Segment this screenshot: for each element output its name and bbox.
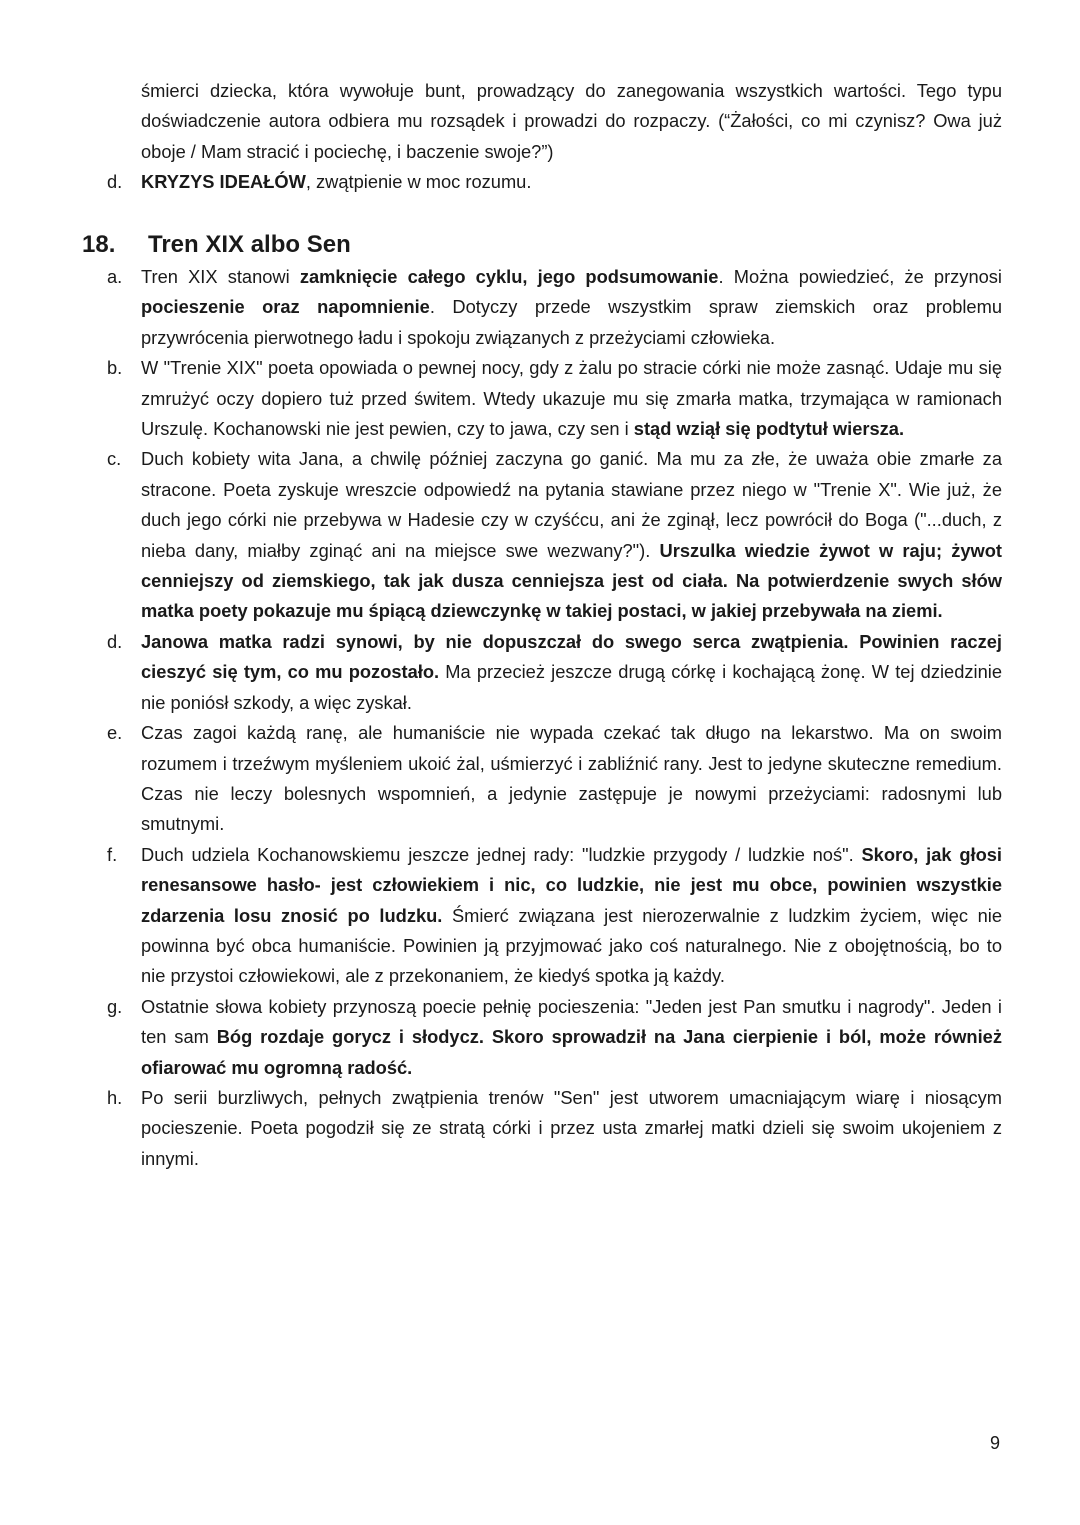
paragraph-text [141, 840, 1002, 992]
paragraph-text [141, 444, 1002, 626]
section-number: 18. [82, 231, 116, 258]
paragraph-text [141, 992, 1002, 1083]
paragraph-text [141, 1083, 1002, 1174]
bold-phrase: Janowa matka radzi synowi, by nie dopuszczał do swego serca zwątpienia. Powinien raczej cieszyć się tym, co mu pozostało. [141, 630, 1002, 683]
list-marker: h. [107, 1086, 123, 1108]
bold-phrase: KRYZYS IDEAŁÓW [141, 171, 306, 193]
list-item [0, 992, 1080, 1083]
plain-phrase: Ostatnie słowa kobiety przynoszą poecie pełnię pocieszenia: "Jeden jest Pan smutku i nagrody". Jeden i ten sam [141, 995, 1002, 1048]
plain-phrase: . Można powiedzieć, że przynosi [718, 266, 1002, 287]
plain-phrase: Po serii burzliwych, pełnych zwątpienia trenów "Sen" jest utworem umacniającym wiarę i niosącym pocieszenie. Poeta pogodził się ze stratą córki i przez usta zmarłej matki dzieli się swoim ukojeniem z innymi. [141, 1086, 1002, 1169]
list-marker: a. [107, 266, 123, 287]
plain-phrase: Duch kobiety wita Jana, a chwilę później zaczyna go ganić. Ma mu za złe, że uważa obie zmarłe za stracone. Poeta zyskuje wreszcie odpowiedź na pytania stawiane przez niego w "Trenie X". Wie już, że duch jego córki nie przebywa w Hadesie czy w czyśćcu, ani że zginął, lecz powrócił do Boga ("...duch, z nieba dany, miałby zginąć ani na miejsce swe wezwany?"). [141, 448, 1002, 561]
plain-phrase: Czas zagoi każdą ranę, ale humaniście nie wypada czekać tak długo na lekarstwo. Ma on swoim rozumem i trzeźwym myśleniem ukoić żal, uśmierzyć i zabliźnić rany. Jest to jedyne skuteczne remedium. Czas nie leczy bolesnych wspomnień, a jedynie zastępuje je nowymi przeżyciami: radosnymi lub smutnymi. [141, 722, 1002, 835]
list-marker: g. [107, 995, 123, 1017]
paragraph-text: śmierci dziecka, która wywołuje bunt, prowadzący do zanegowania wszystkich wartości. Tego typu doświadczenie autora odbiera mu rozsądek i prowadzi do rozpaczy. (“Żałości, co mi czynisz? Owa już oboje / Mam stracić i pociechę, i baczenie swoje?”) [141, 80, 1002, 162]
list-marker: d. [107, 171, 123, 193]
list-marker: c. [107, 448, 122, 470]
list-item [0, 718, 1080, 840]
bold-phrase: stąd wziął się podtytuł wiersza. [633, 418, 905, 440]
plain-phrase: Tren XIX stanowi [141, 266, 300, 287]
bold-phrase: pocieszenie oraz napomnienie [141, 296, 430, 318]
list-marker: b. [107, 357, 123, 379]
list-marker: f. [107, 843, 118, 865]
list-marker: d. [107, 630, 123, 652]
plain-phrase: Duch udziela Kochanowskiemu jeszcze jednej rady: "ludzkie przygody / ludzkie noś". [141, 843, 862, 865]
list-item [0, 1083, 1080, 1174]
list-marker: e. [107, 722, 123, 744]
plain-phrase: . Dotyczy przede wszystkim spraw ziemskich oraz problemu przywrócenia pierwotnego ładu i spokoju związanych z przeżyciami człowieka. [141, 296, 1002, 348]
paragraph-text [141, 262, 1002, 353]
paragraph-text [141, 353, 1002, 444]
plain-phrase: , zwątpienie w moc rozumu. [305, 171, 532, 193]
section-item-list [0, 262, 1080, 1174]
list-item-c-continued [0, 76, 1080, 167]
paragraph-text [141, 627, 1002, 718]
plain-phrase: W "Trenie XIX" poeta opowiada o pewnej nocy, gdy z żalu po stracie córki nie może zasnąć. Udaje mu się zmrużyć oczy dopiero tuż przed świtem. Wtedy ukazuje mu się zmarła matka, trzymająca w ramionach Urszulę. Kochanowski nie jest pewien, czy to jawa, czy sen i [141, 357, 1002, 440]
paragraph-text [141, 718, 1002, 840]
plain-phrase: Ma przecież jeszcze drugą córkę i kochającą żonę. W tej dziedzinie nie poniósł szkody, a więc zyskał. [141, 661, 1002, 713]
bold-phrase: Skoro, jak głosi renesansowe hasło- jest człowiekiem i nic, co ludzkie, nie jest mu obce, powinien wszystkie zdarzenia losu znosić po ludzku. [141, 843, 1002, 926]
bold-phrase: zamknięcie całego cyklu, jego podsumowanie [299, 266, 719, 287]
list-item [0, 627, 1080, 718]
bold-phrase: Urszulka wiedzie żywot w raju; żywot cenniejszy od ziemskiego, tak jak dusza cenniejsza jest od ciała. Na potwierdzenie swych słów matka poety pokazuje mu śpiącą dziewczynkę w takiej postaci, w jakiej przebywała na ziemi. [141, 539, 1002, 622]
list-item-d-ideals [0, 167, 1080, 197]
list-item [0, 262, 1080, 353]
bold-phrase: Bóg rozdaje gorycz i słodycz. Skoro sprowadził na Jana cierpienie i ból, może również ofiarować mu ogromną radość. [141, 1026, 1002, 1078]
list-item [0, 444, 1080, 626]
page-number: 9 [989, 1433, 1000, 1453]
list-item [0, 840, 1080, 992]
paragraph-text [141, 167, 1002, 197]
list-item [0, 353, 1080, 444]
continued-list [0, 76, 1080, 198]
plain-phrase: Śmierć związana jest nierozerwalnie z ludzkim życiem, więc nie powinna być obca humaniście. Powinien ją przyjmować jako coś naturalnego. Nie z obojętnością, bo to nie przystoi człowiekowi, ale z przekonaniem, że kiedyś spotka ją każdy. [141, 904, 1002, 987]
section-title: Tren XIX albo Sen [148, 231, 351, 258]
